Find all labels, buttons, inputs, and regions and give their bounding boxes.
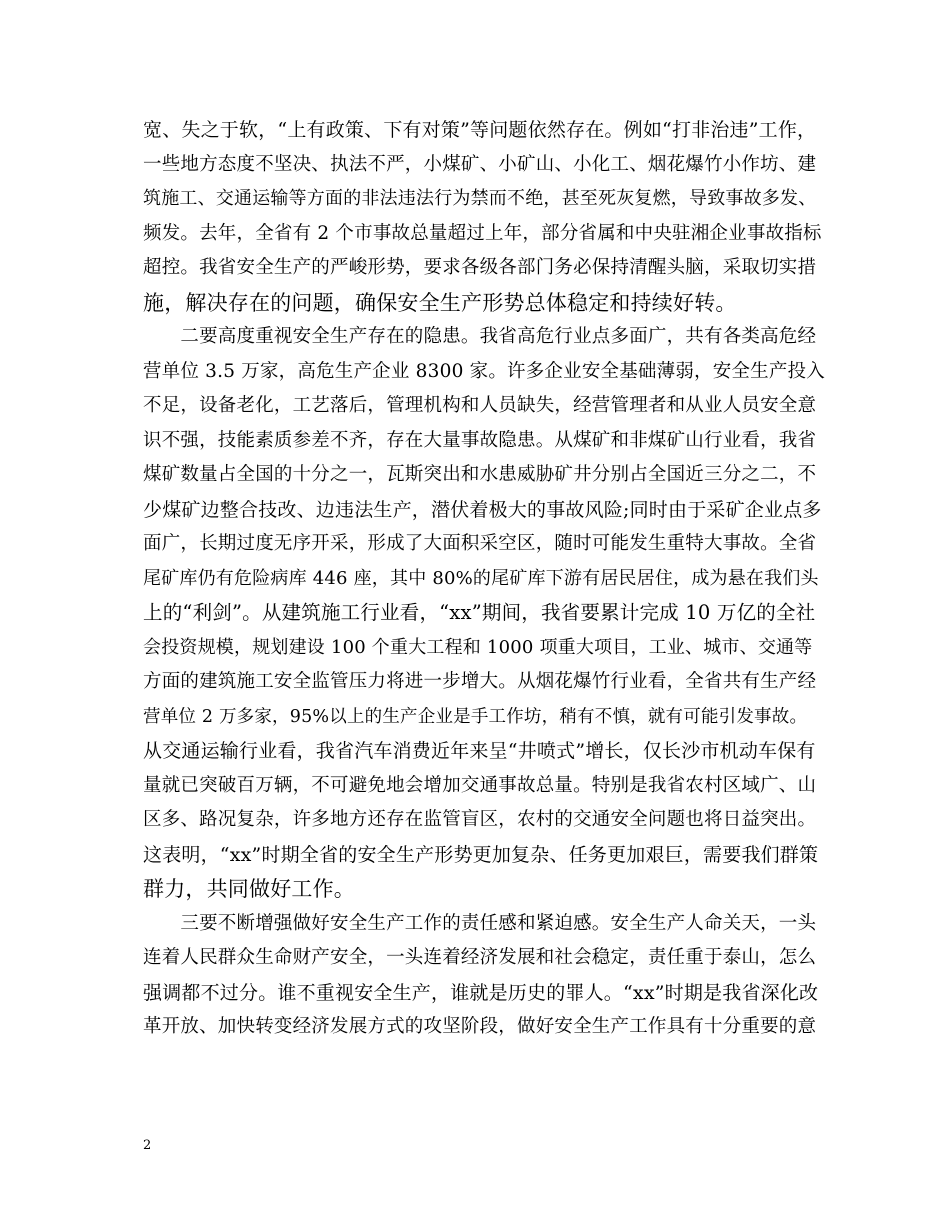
text-line: 区多、路况复杂，许多地方还存在监管盲区，农村的交通安全问题也将日益突出。 <box>143 809 817 830</box>
text-line: 三要不断增强做好安全生产工作的责任感和紧迫感。安全生产人命关天，一头 <box>143 912 817 934</box>
text-line: 尾矿库仍有危险病库 446 座，其中 80%的尾矿库下游有居民居住，成为悬在我们头 <box>143 567 819 589</box>
text-line: 会投资规模，规划建设 100 个重大工程和 1000 项重大项目，工业、城市、交通等 <box>143 636 813 658</box>
text-line: 一些地方态度不坚决、执法不严，小煤矿、小矿山、小化工、烟花爆竹小作坊、建 <box>143 153 817 175</box>
text-line: 二要高度重视安全生产存在的隐患。我省高危行业点多面广，共有各类高危经 <box>143 326 817 347</box>
text-line: 强调都不过分。谁不重视安全生产，谁就是历史的罪人。“xx”时期是我省深化改 <box>143 981 819 1004</box>
text-line: 革开放、加快转变经济发展方式的攻坚阶段，做好安全生产工作具有十分重要的意 <box>143 1016 817 1037</box>
text-line: 量就已突破百万辆，不可避免地会增加交通事故总量。特别是我省农村区域广、山 <box>143 774 817 796</box>
text-line: 频发。去年，全省有 2 个市事故总量超过上年，部分省属和中央驻湘企业事故指标 <box>143 222 822 244</box>
text-line: 面广，长期过度无序开采，形成了大面积采空区，随时可能发生重特大事故。全省 <box>143 533 817 554</box>
text-line: 筑施工、交通运输等方面的非法违法行为禁而不绝，甚至死灰复燃，导致事故多发、 <box>143 188 817 209</box>
text-line: 宽、失之于软，“上有政策、下有对策”等问题依然存在。例如“打非治违”工作， <box>143 119 817 141</box>
text-line: 方面的建筑施工安全监管压力将进一步增大。从烟花爆竹行业看，全省共有生产经 <box>143 671 817 692</box>
text-line: 超控。我省安全生产的严峻形势，要求各级各部门务必保持清醒头脑，采取切实措 <box>143 257 817 278</box>
text-line: 少煤矿边整合技改、边违法生产，潜伏着极大的事故风险;同时由于采矿企业点多 <box>143 498 822 521</box>
text-line: 不足，设备老化，工艺落后，管理机构和人员缺失，经营管理者和从业人员安全意 <box>143 395 817 416</box>
text-line: 群力，共同做好工作。 <box>143 877 355 901</box>
text-line: 上的“利剑”。从建筑施工行业看，“xx”期间，我省要累计完成 10 万亿的全社 <box>143 601 816 624</box>
text-line: 煤矿数量占全国的十分之一，瓦斯突出和水患威胁矿井分别占全国近三分之二，不 <box>143 464 817 485</box>
text-line: 施，解决存在的问题，确保安全生产形势总体稳定和持续好转。 <box>143 290 737 315</box>
text-line: 从交通运输行业看，我省汽车消费近年来呈“井喷式”增长，仅长沙市机动车保有 <box>143 740 816 762</box>
text-line: 营单位 2 万多家，95%以上的生产企业是手工作坊，稍有不慎，就有可能引发事故。 <box>143 706 808 727</box>
page-number: 2 <box>143 1138 152 1153</box>
text-line: 这表明，“xx”时期全省的安全生产形势更加复杂、任务更加艰巨，需要我们群策 <box>143 843 819 866</box>
text-line: 连着人民群众生命财产安全，一头连着经济发展和社会稳定，责任重于泰山，怎么 <box>143 947 817 968</box>
text-line: 识不强，技能素质参差不齐，存在大量事故隐患。从煤矿和非煤矿山行业看，我省 <box>143 429 817 451</box>
text-line: 营单位 3.5 万家，高危生产企业 8300 家。许多企业安全基础薄弱，安全生产投入 <box>143 360 825 382</box>
